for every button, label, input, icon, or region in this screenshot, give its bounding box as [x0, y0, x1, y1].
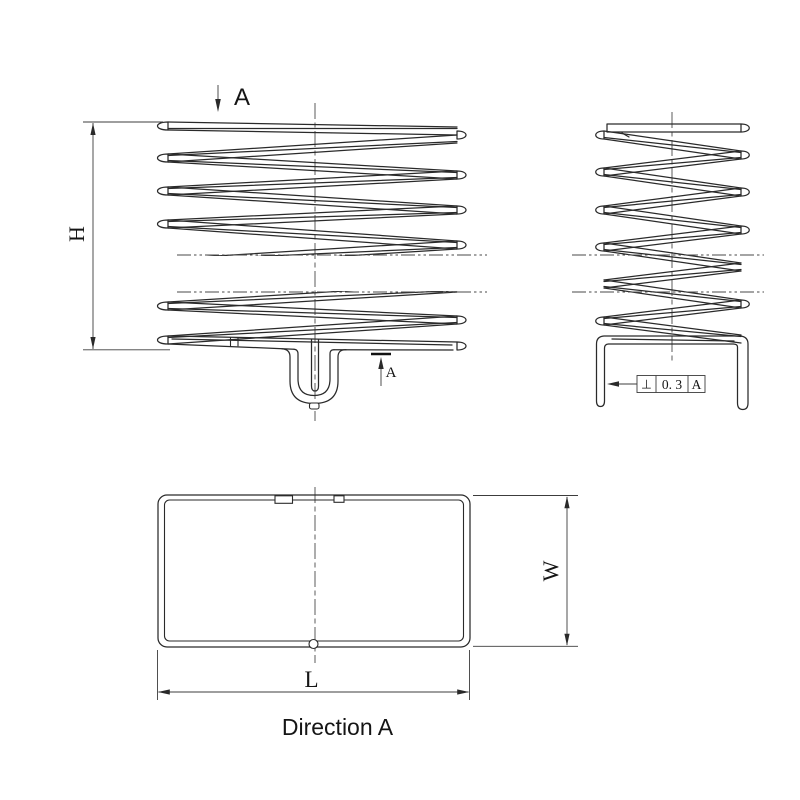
coil-band [168, 171, 457, 195]
coil-band [604, 188, 741, 214]
coil-band [168, 135, 457, 162]
side-coil-bands [596, 124, 750, 343]
coil-end-cap-right [457, 342, 466, 350]
bottom-outer-outline [158, 495, 470, 647]
h-arrowhead-bottom [90, 337, 95, 349]
w-arrowhead-bottom [564, 634, 569, 646]
coil-band [168, 220, 457, 249]
coil-end-cap-left [596, 206, 604, 214]
w-arrowhead-top [564, 496, 569, 508]
coil-end-cap-left [158, 336, 169, 344]
tolerance-callout [607, 376, 705, 393]
coil-band [168, 187, 457, 214]
coil-end-cap-left [158, 220, 169, 228]
coil-band [604, 300, 741, 325]
coil-band [604, 206, 741, 234]
coil-band [168, 259, 457, 284]
coil-end-cap-right [457, 171, 466, 179]
section-mark-label: A [385, 365, 397, 381]
coil-band [604, 151, 741, 176]
tolerance-value: 0. 3 [661, 377, 683, 392]
coil-end-cap-left [596, 317, 604, 325]
tolerance-datum: A [691, 377, 702, 392]
h-arrowhead-top [90, 123, 95, 135]
coil-band [168, 284, 457, 310]
coil-end-cap-left [596, 243, 604, 251]
l-arrowhead-left [158, 689, 170, 694]
front-view-spring [158, 103, 488, 421]
h-dimension-label: H [64, 226, 89, 242]
coil-end-cap-right [457, 241, 466, 249]
coil-end-cap-right [741, 151, 749, 159]
w-dimension-label: W [538, 560, 563, 582]
side-top-bar [607, 124, 741, 137]
dimension-h [64, 122, 170, 350]
coil-end-cap-left [158, 154, 169, 162]
coil-end-cap-right [457, 131, 466, 139]
coil-end-cap-left [158, 122, 169, 130]
coil-band [604, 243, 741, 271]
direction-arrow-label: A [233, 84, 251, 111]
coil-end-cap-right [741, 226, 749, 234]
hook-end-nub [310, 403, 320, 409]
dimension-l [158, 650, 470, 700]
coil-end-cap-left [596, 168, 604, 176]
coil-band [604, 280, 741, 308]
bottom-inner-outline [165, 500, 464, 641]
coil-band [168, 122, 457, 135]
wire-end-tab-left [275, 496, 293, 504]
side-view-spring [572, 112, 764, 410]
coil-end-cap-right [741, 188, 749, 196]
coil-band [168, 302, 457, 324]
l-dimension-label: L [304, 667, 319, 692]
coil-band [168, 241, 457, 267]
tolerance-leader-arrowhead-icon [607, 381, 619, 386]
coil-end-cap-right [457, 206, 466, 214]
view-direction-arrow [215, 84, 250, 112]
coil-end-cap-left [596, 131, 604, 139]
direction-arrowhead-icon [215, 99, 221, 112]
wire-end-tab-right [334, 496, 344, 503]
coil-band [168, 154, 457, 179]
coil-end-cap-right [741, 300, 749, 308]
view-caption: Direction A [281, 714, 394, 740]
section-arrowhead-icon [378, 357, 383, 369]
l-arrowhead-right [457, 689, 469, 694]
coil-band [604, 131, 741, 159]
coil-end-cap-left [158, 187, 169, 195]
coil-end-cap-right [457, 316, 466, 324]
hook-end-circle [309, 640, 318, 649]
section-mark [371, 354, 397, 386]
coil-band [168, 206, 457, 228]
bottom-view [158, 487, 470, 663]
coil-end-cap-right [741, 124, 749, 132]
coil-band [604, 263, 741, 288]
front-coil-bands [158, 122, 467, 350]
coil-band [604, 168, 741, 196]
coil-end-cap-left [158, 302, 169, 310]
front-bottom-bar [168, 336, 457, 350]
dimension-w [473, 496, 578, 647]
coil-band [604, 226, 741, 251]
perpendicularity-symbol-icon: ⊥ [641, 377, 652, 392]
